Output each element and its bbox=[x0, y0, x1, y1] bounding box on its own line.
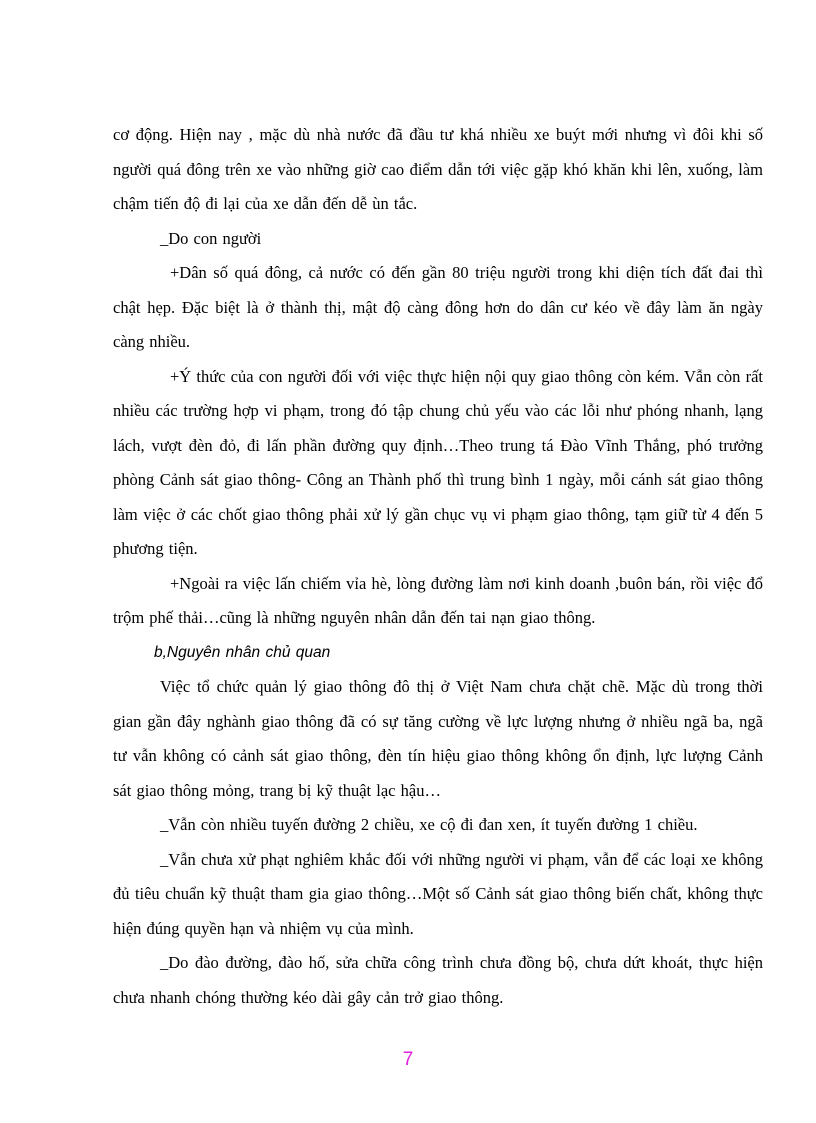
paragraph-awareness: +Ý thức của con người đối với việc thực hiện nội quy giao thông còn kém. Vẫn còn rất nhiều các trường hợp vi phạm, trong đó tập chung chủ yếu vào các lỗi như phóng nhanh, lạng lách, vượt đèn đỏ, đi lấn phần đường quy định…Theo trung tá Đào Vĩnh Thắng, phó trưởng phòng Cảnh sát giao thông- Công an Thành phố thì trung bình 1 ngày, mỗi cánh sát giao thông làm việc ở các chốt giao thông phải xử lý gần chục vụ vi phạm giao thông, tạm giữ từ 4 đến 5 phương tiện. bbox=[113, 366, 763, 558]
paragraph-penalties: _Vẫn chưa xử phạt nghiêm khắc đối với những người vi phạm, vẫn để các loại xe không đủ tiêu chuẩn kỹ thuật tham gia giao thông…Một số Cảnh sát giao thông biến chất, không thực hiện đúng quyền hạn và nhiệm vụ của mình. bbox=[113, 849, 763, 938]
paragraph-cause-people: _Do con người bbox=[160, 228, 262, 248]
paragraph-continuation: cơ động. Hiện nay , mặc dù nhà nước đã đầu tư khá nhiều xe buýt mới nhưng vì đôi khi số người quá đông trên xe vào những giờ cao điểm dẫn tới việc gặp khó khăn khi lên, xuống, làm chậm tiến độ đi lại của xe dẫn đến dễ ùn tắc. bbox=[113, 125, 763, 213]
paragraph-population: +Dân số quá đông, cả nước có đến gần 80 triệu người trong khi diện tích đất đai thì chật hẹp. Đặc biệt là ở thành thị, mật độ càng đông hơn do dân cư kéo về đây làm ăn ngày càng nhiều. bbox=[113, 263, 763, 351]
paragraph-road-works: _Do đào đường, đào hố, sửa chữa công trình chưa đồng bộ, chưa dứt khoát, thực hiện chưa nhanh chóng thường kéo dài gây cản trở giao thông. bbox=[113, 953, 763, 1007]
document-body bbox=[113, 118, 763, 1015]
section-heading-subjective-causes: b,Nguyên nhân chủ quan bbox=[154, 643, 331, 661]
paragraph-encroachment: +Ngoài ra việc lấn chiếm vỉa hè, lòng đường làm nơi kinh doanh ,buôn bán, rồi việc đổ trộm phế thải…cũng là những nguyên nhân dẫn đến tai nạn giao thông. bbox=[113, 573, 763, 627]
paragraph-two-way-roads: _Vẫn còn nhiều tuyến đường 2 chiều, xe cộ đi đan xen, ít tuyến đường 1 chiều. bbox=[160, 815, 698, 834]
paragraph-traffic-management: Việc tổ chức quản lý giao thông đô thị ở Việt Nam chưa chặt chẽ. Mặc dù trong thời gian gần đây nghành giao thông đã có sự tăng cường về lực lượng nhưng ở nhiều ngã ba, ngã tư vẫn không có cảnh sát giao thông, đèn tín hiệu giao thông không ổn định, lực lượng Cảnh sát giao thông mỏng, trang bị kỹ thuật lạc hậu… bbox=[113, 677, 763, 800]
page-number: 7 bbox=[402, 1049, 414, 1070]
